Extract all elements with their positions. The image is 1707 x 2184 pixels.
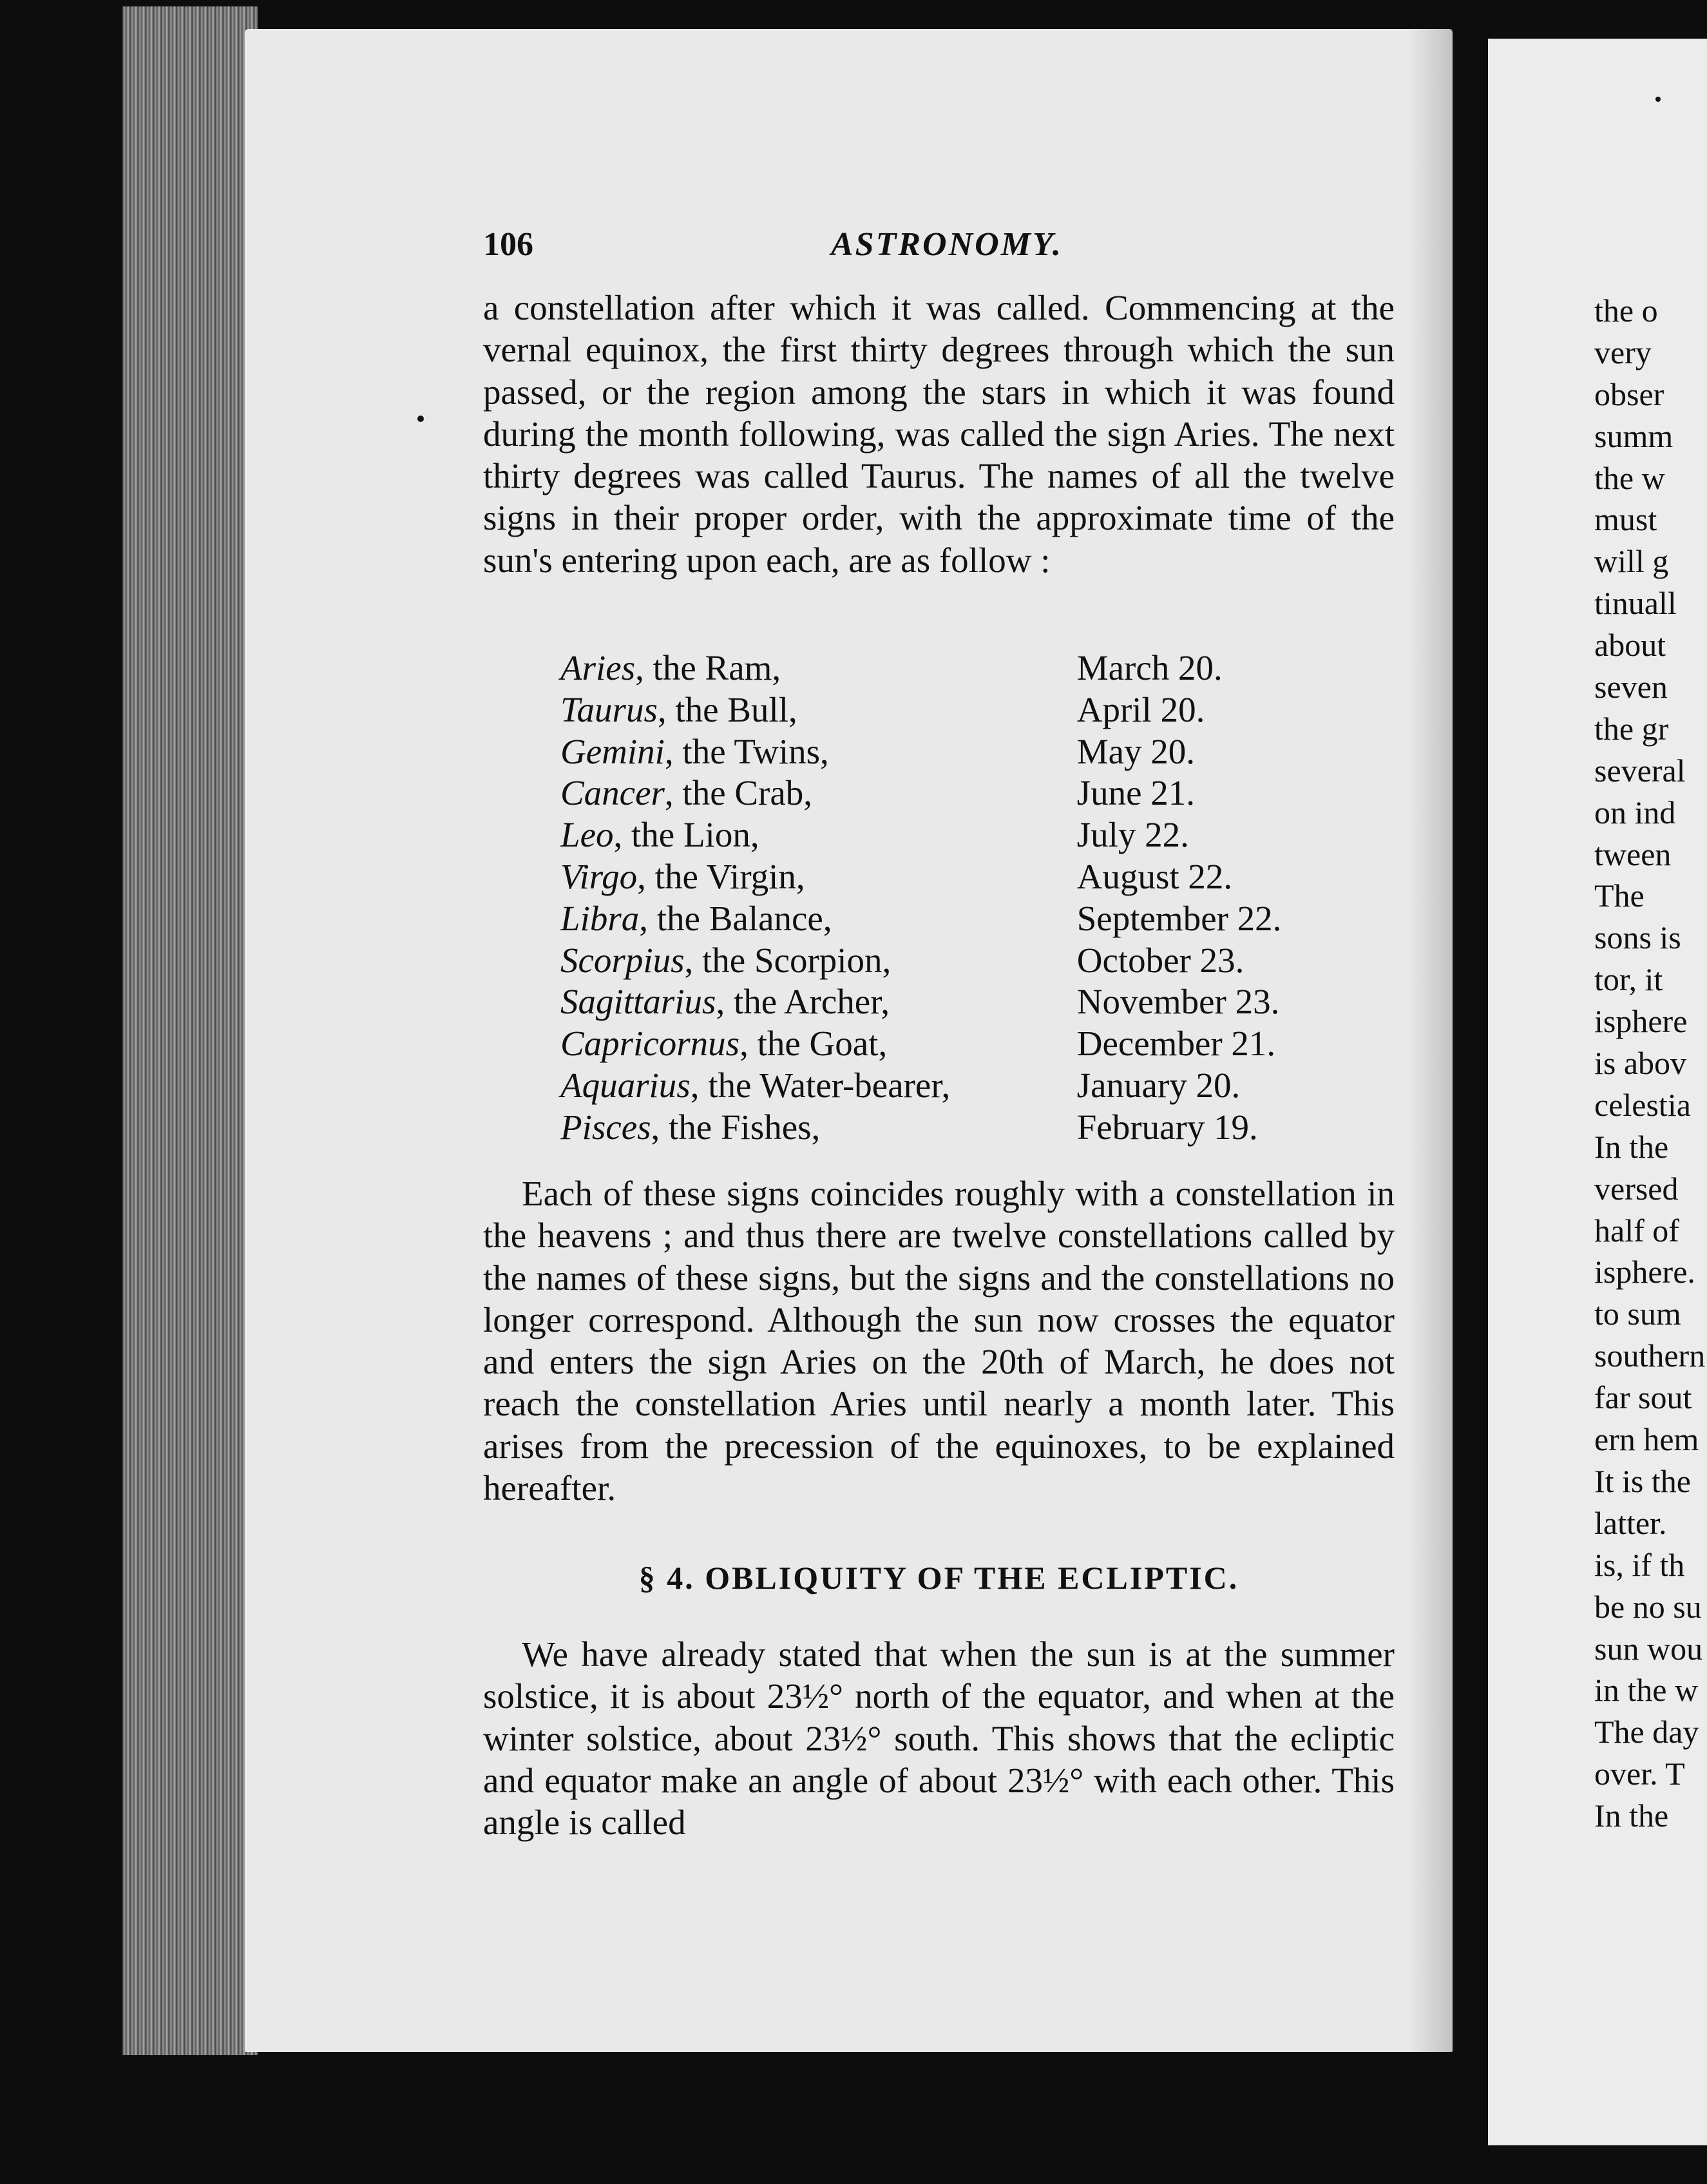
facing-page-line: far sout <box>1594 1379 1692 1416</box>
page-number: 106 <box>483 226 533 263</box>
sign-meaning: , the Scorpion, <box>684 940 892 980</box>
sign-date: May 20. <box>1076 731 1196 771</box>
sign-latin-name: Sagittarius <box>560 982 716 1022</box>
facing-page-line: ern hem <box>1594 1421 1699 1458</box>
sign-meaning: , the Ram, <box>635 648 781 687</box>
running-title: ASTRONOMY. <box>831 226 1063 263</box>
sign-name <box>560 1107 1077 1149</box>
sign-meaning: , the Bull, <box>657 689 797 729</box>
sign-name <box>560 647 1077 689</box>
sign-date: April 20. <box>1076 689 1205 729</box>
sign-latin-name: Taurus <box>560 689 658 729</box>
facing-page-line: is abov <box>1594 1045 1687 1082</box>
sign-row <box>560 689 1346 731</box>
facing-page-line: is, if th <box>1594 1546 1685 1583</box>
facing-page-line: summ <box>1594 417 1674 454</box>
facing-page-line: to sum <box>1594 1296 1681 1332</box>
gutter-shadow <box>1407 29 1453 2052</box>
facing-page-line: celestia <box>1594 1086 1691 1123</box>
sign-name <box>560 731 1077 773</box>
paragraph-3 <box>483 1633 1395 1843</box>
facing-page-line: the o <box>1594 292 1658 329</box>
sign-date: December 21. <box>1076 1024 1276 1064</box>
sign-row <box>560 814 1346 856</box>
sign-row <box>560 898 1346 940</box>
paragraph-2-text: Each of these signs coincides roughly with a constellation in the heavens ; and thus there are twelve constellations called by the names of these signs, but the signs and the constellations no longer correspond. Although the sun now crosses the equator and enters the sign Aries on the 20th of March, he does not reach the constellation Aries until nearly a month later. This arises from the precession of the equinoxes, to be explained hereafter. <box>483 1174 1395 1508</box>
facing-page-line: tinuall <box>1594 585 1677 622</box>
sign-date: October 23. <box>1076 940 1244 980</box>
paragraph-1-text: a constellation after which it was called. Commencing at the vernal equinox, the first thirty degrees through which the sun passed, or the region among the stars in which it was found during the month following, was called the sign Aries. The next thirty degrees was called Taurus. The names of all the twelve signs in their proper order, with the approximate time of the sun's entering upon each, are as follow : <box>483 288 1395 580</box>
sign-name <box>560 1023 1077 1065</box>
sign-row <box>560 647 1346 689</box>
facing-page-line: The <box>1594 877 1645 914</box>
sign-meaning: , the Archer, <box>716 982 890 1022</box>
facing-page-line: versed <box>1594 1170 1679 1207</box>
facing-page-line: isphere. <box>1594 1254 1695 1290</box>
sign-name <box>560 772 1077 814</box>
facing-page-line: will g <box>1594 543 1669 580</box>
sign-row <box>560 1023 1346 1065</box>
sign-row <box>560 856 1346 898</box>
sign-row <box>560 772 1346 814</box>
facing-page-line: tween <box>1594 836 1672 872</box>
sign-latin-name: Scorpius <box>560 940 685 980</box>
sign-row <box>560 1065 1346 1107</box>
sign-meaning: , the Water-bearer, <box>690 1065 951 1105</box>
sign-latin-name: Gemini <box>560 731 665 771</box>
facing-page-line: be no su <box>1594 1588 1702 1625</box>
sign-row <box>560 731 1346 773</box>
sign-date: February 19. <box>1076 1107 1258 1147</box>
sign-latin-name: Virgo <box>560 856 638 896</box>
facing-page-line: must <box>1594 501 1657 538</box>
facing-page-line: several <box>1594 752 1686 789</box>
ink-speck <box>417 416 424 422</box>
paragraph-2 <box>483 1173 1395 1509</box>
paragraph-3-text: We have already stated that when the sun is at the summer solstice, it is about 23½° north of the equator, and when at the winter solstice, about 23½° south. This shows that the ecliptic and equator make an angle of about 23½° with each other. This angle is called <box>483 1634 1395 1843</box>
facing-page-line: over. T <box>1594 1756 1685 1792</box>
sign-name <box>560 814 1077 856</box>
sign-latin-name: Pisces <box>560 1107 651 1147</box>
facing-page-line: about <box>1594 627 1666 664</box>
facing-page-line: the gr <box>1594 710 1669 747</box>
facing-page-line: the w <box>1594 459 1665 496</box>
sign-meaning: , the Virgin, <box>637 856 805 896</box>
sign-name <box>560 940 1077 982</box>
sign-meaning: , the Lion, <box>613 815 759 855</box>
sign-row <box>560 940 1346 982</box>
section-heading: § 4. OBLIQUITY OF THE ECLIPTIC. <box>638 1560 1239 1596</box>
sign-date: March 20. <box>1076 648 1223 687</box>
sign-name <box>560 689 1077 731</box>
page-edges <box>122 6 258 2055</box>
paragraph-1 <box>483 287 1395 581</box>
running-head <box>483 225 1404 271</box>
facing-page-line: in the w <box>1594 1672 1699 1709</box>
facing-page-line: southern <box>1594 1337 1706 1374</box>
facing-page <box>1488 39 1707 2145</box>
sign-meaning: , the Crab, <box>664 773 813 813</box>
facing-page-line: obser <box>1594 376 1664 412</box>
sign-date: July 22. <box>1076 815 1189 855</box>
sign-meaning: , the Fishes, <box>651 1107 821 1147</box>
facing-page-line: on ind <box>1594 794 1676 830</box>
facing-page-line: sun wou <box>1594 1630 1703 1667</box>
facing-page-line: The day <box>1594 1714 1699 1750</box>
sign-meaning: , the Goat, <box>739 1024 888 1064</box>
sign-name <box>560 981 1077 1023</box>
facing-page-line: seven <box>1594 669 1668 705</box>
facing-page-line: tor, it <box>1594 961 1663 998</box>
sign-row <box>560 1107 1346 1149</box>
facing-page-text <box>1594 290 1705 1837</box>
sign-latin-name: Cancer <box>560 773 665 813</box>
sign-date: January 20. <box>1076 1065 1241 1105</box>
sign-date: September 22. <box>1076 898 1282 938</box>
sign-meaning: , the Twins, <box>664 731 829 771</box>
sign-date: August 22. <box>1076 856 1233 896</box>
sign-row <box>560 981 1346 1023</box>
facing-page-line: In the <box>1594 1797 1669 1834</box>
facing-page-line: isphere <box>1594 1003 1688 1040</box>
zodiac-signs-list <box>560 647 1346 1149</box>
sign-name <box>560 1065 1077 1107</box>
sign-latin-name: Capricornus <box>560 1024 740 1064</box>
sign-date: November 23. <box>1076 982 1280 1022</box>
facing-page-line: very <box>1594 334 1652 370</box>
sign-latin-name: Leo <box>560 815 614 855</box>
ink-speck <box>1655 97 1661 102</box>
sign-meaning: , the Balance, <box>639 898 832 938</box>
facing-page-line: In the <box>1594 1128 1669 1165</box>
facing-page-line: latter. <box>1594 1504 1667 1541</box>
facing-page-line: half of <box>1594 1212 1679 1249</box>
sign-name <box>560 898 1077 940</box>
sign-latin-name: Aquarius <box>560 1065 691 1105</box>
sign-latin-name: Aries <box>560 648 636 687</box>
facing-page-line: sons is <box>1594 919 1681 956</box>
sign-latin-name: Libra <box>560 898 640 938</box>
facing-page-line: It is the <box>1594 1462 1691 1499</box>
sign-name <box>560 856 1077 898</box>
sign-date: June 21. <box>1076 773 1196 813</box>
